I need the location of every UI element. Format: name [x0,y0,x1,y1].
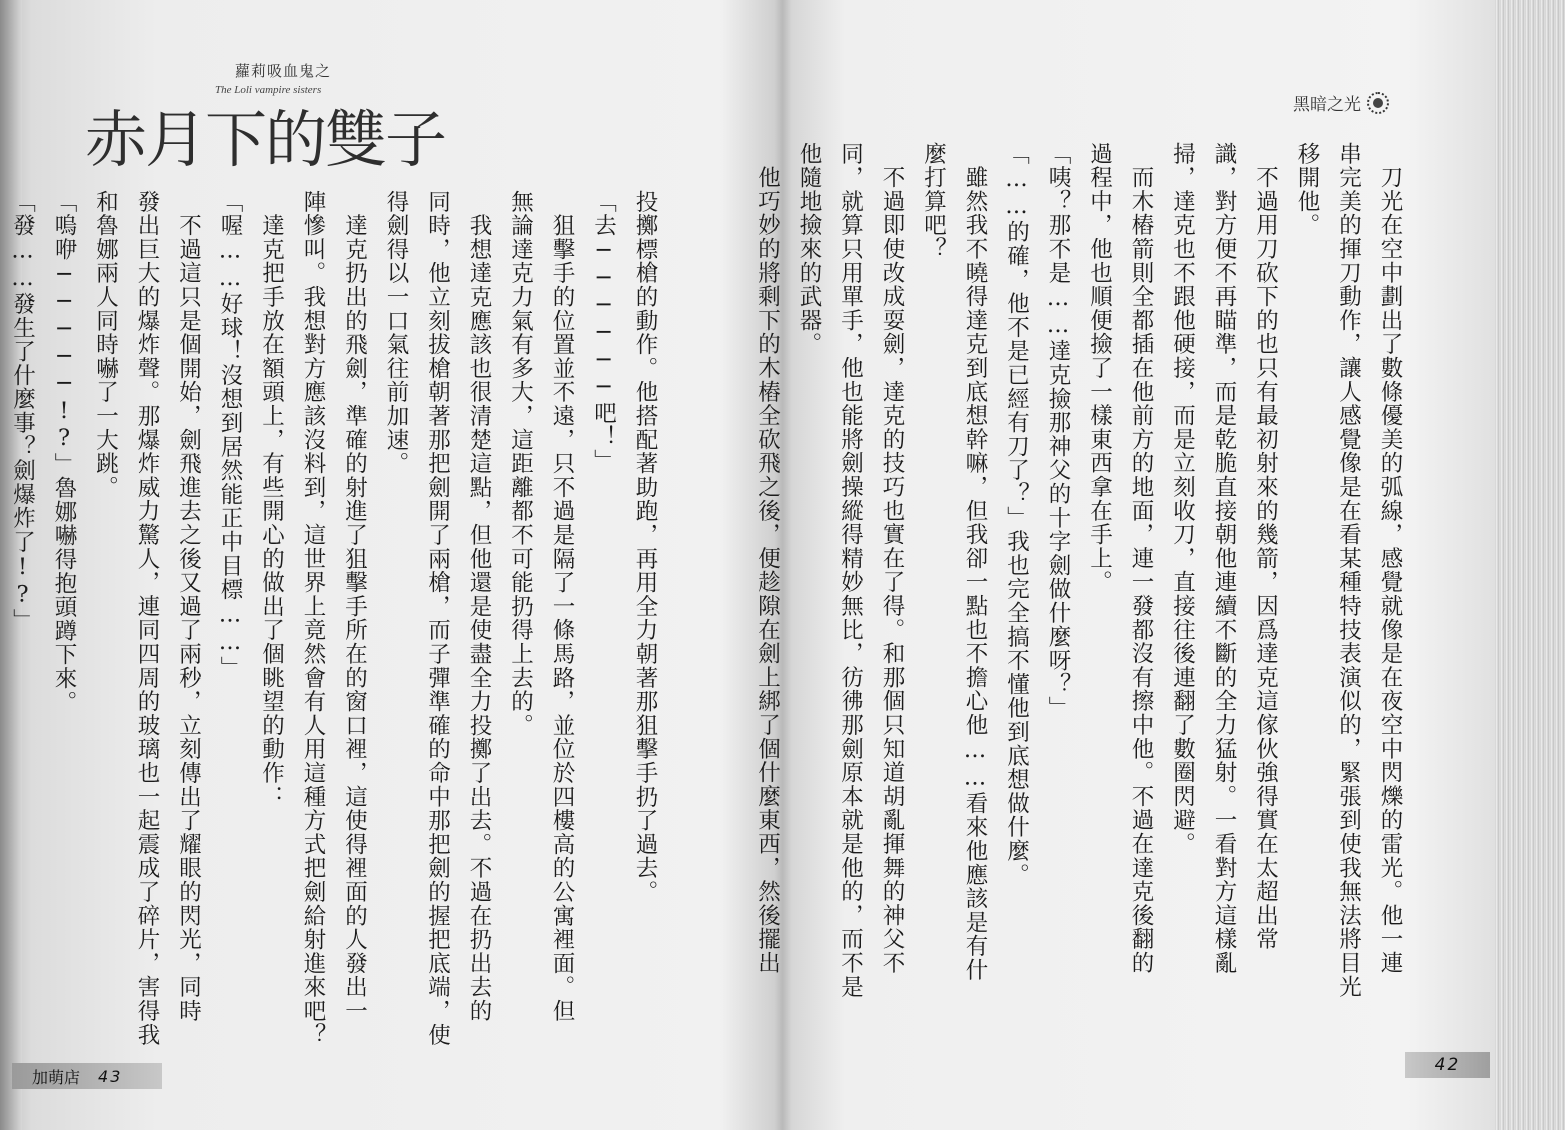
left-page-line: 同時，他立刻拔槍朝著那把劍開了兩槍，而子彈準確的命中那把劍的握把底端，使 [424,190,451,1047]
right-page-edges [1495,0,1565,1130]
left-page-line: 投擲標槍的動作。他搭配著助跑，再用全力朝著那狙擊手扔了過去。 [632,190,658,904]
left-page-line: 「嗚咿─────!?」魯娜嚇得抱頭蹲下來。 [51,190,77,715]
right-page-line: 他巧妙的將剩下的木樁全砍飛之後，便趁隙在劍上綁了個什麼東西，然後擺出 [754,142,781,975]
right-page-line: 而木樁箭則全都插在他前方的地面，連一發都沒有擦中他。不過在達克後翻的 [1128,142,1154,975]
series-subtitle: 蘿莉吸血鬼之 [235,62,332,80]
left-page-line: 陣慘叫。我想對方應該沒料到，這世界上竟然會有人用這種方式把劍給射進來吧？ [300,190,326,1047]
left-page-footer [12,1063,162,1089]
chapter-title: 黑暗之光 [1293,95,1361,115]
left-page-line: 「喔……好球！沒想到居然能正中目標……」 [217,190,243,680]
right-page-line: 不過即使改成耍劍，達克的技巧也實在了得。和那個只知道胡亂揮舞的神父不 [879,142,905,975]
left-page-line: 「發……發生了什麼事？劍爆炸了!?」 [9,190,36,633]
series-english-title: The Loli vampire sisters [215,84,322,96]
right-page-line: 同，就算只用單手，他也能將劍操縱得精妙無比，彷彿那劍原本就是他的，而不是 [837,142,864,999]
left-page-line: 狙擊手的位置並不遠，只不過是隔了一條馬路，並位於四樓高的公寓裡面。但 [549,190,575,1023]
right-page-line: 過程中，他也順便撿了一樣東西拿在手上。 [1086,142,1113,595]
publisher-name: 加萌店 [32,1067,81,1087]
right-page-number: 42 [1405,1052,1490,1078]
left-page-line: 發出巨大的爆炸聲。那爆炸威力驚人，連同四周的玻璃也一起震成了碎片，害得我 [134,190,160,1047]
left-page-line: 達克扔出的飛劍，準確的射進了狙擊手所在的窗口裡，這使得裡面的人發出一 [341,190,368,1023]
left-page-line: 無論達克力氣有多大，這距離都不可能扔得上去的。 [507,190,534,738]
series-title: 赤月下的雙子 [85,103,446,176]
left-page-line: 不過這只是個開始，劍飛進去之後又過了兩秒，立刻傳出了耀眼的閃光，同時 [175,190,202,1023]
right-page-line: 麼打算吧？ [920,142,947,261]
left-page-line: 和魯娜兩人同時嚇了一大跳。 [92,190,119,500]
left-page-line: 達克把手放在額頭上，有些開心的做出了個眺望的動作： [258,190,285,809]
right-page-line: 識，對方便不再瞄準，而是乾脆直接朝他連續不斷的全力猛射。一看對方這樣亂 [1211,142,1237,975]
right-page-line: 移開他。 [1294,142,1320,238]
right-page-line: 雖然我不曉得達克到底想幹嘛，但我卻一點也不擔心他……看來他應該是有什 [962,142,988,982]
left-page-number: 43 [98,1066,123,1086]
left-page-line: 「去──────吧！」 [590,190,617,473]
left-page-line: 得劍得以一口氣往前加速。 [383,190,409,476]
sun-ornament-icon [1367,92,1389,114]
right-page-line: 「咦？那不是……達克撿那神父的十字劍做什麼呀？」 [1045,142,1071,721]
left-page-body [9,190,665,1047]
right-page-line: 掃，達克也不跟他硬接，而是立刻收刀，直接往後連翻了數圈閃避。 [1169,142,1196,856]
left-page-line: 我想達克應該也很清楚這點，但他還是使盡全力投擲了出去。不過在扔出去的 [466,190,492,1023]
right-page-line: 串完美的揮刀動作，讓人感覺像是在看某種特技表演似的，緊張到使我無法將目光 [1335,142,1362,999]
right-page-line: 刀光在空中劃出了數條優美的弧線，感覺就像是在夜空中閃爍的雷光。他一連 [1377,142,1403,975]
right-page-line: 「……的確，他不是已經有刀了？」我也完全搞不懂他到底想做什麼。 [1003,142,1030,887]
right-page-body [754,142,1410,1042]
series-logo [85,40,446,176]
right-page-line: 他隨地撿來的武器。 [796,142,822,357]
chapter-running-head [1293,90,1389,115]
right-page-line: 不過用刀砍下的也只有最初射來的幾箭，因爲達克這傢伙強得實在太超出常 [1252,142,1279,952]
